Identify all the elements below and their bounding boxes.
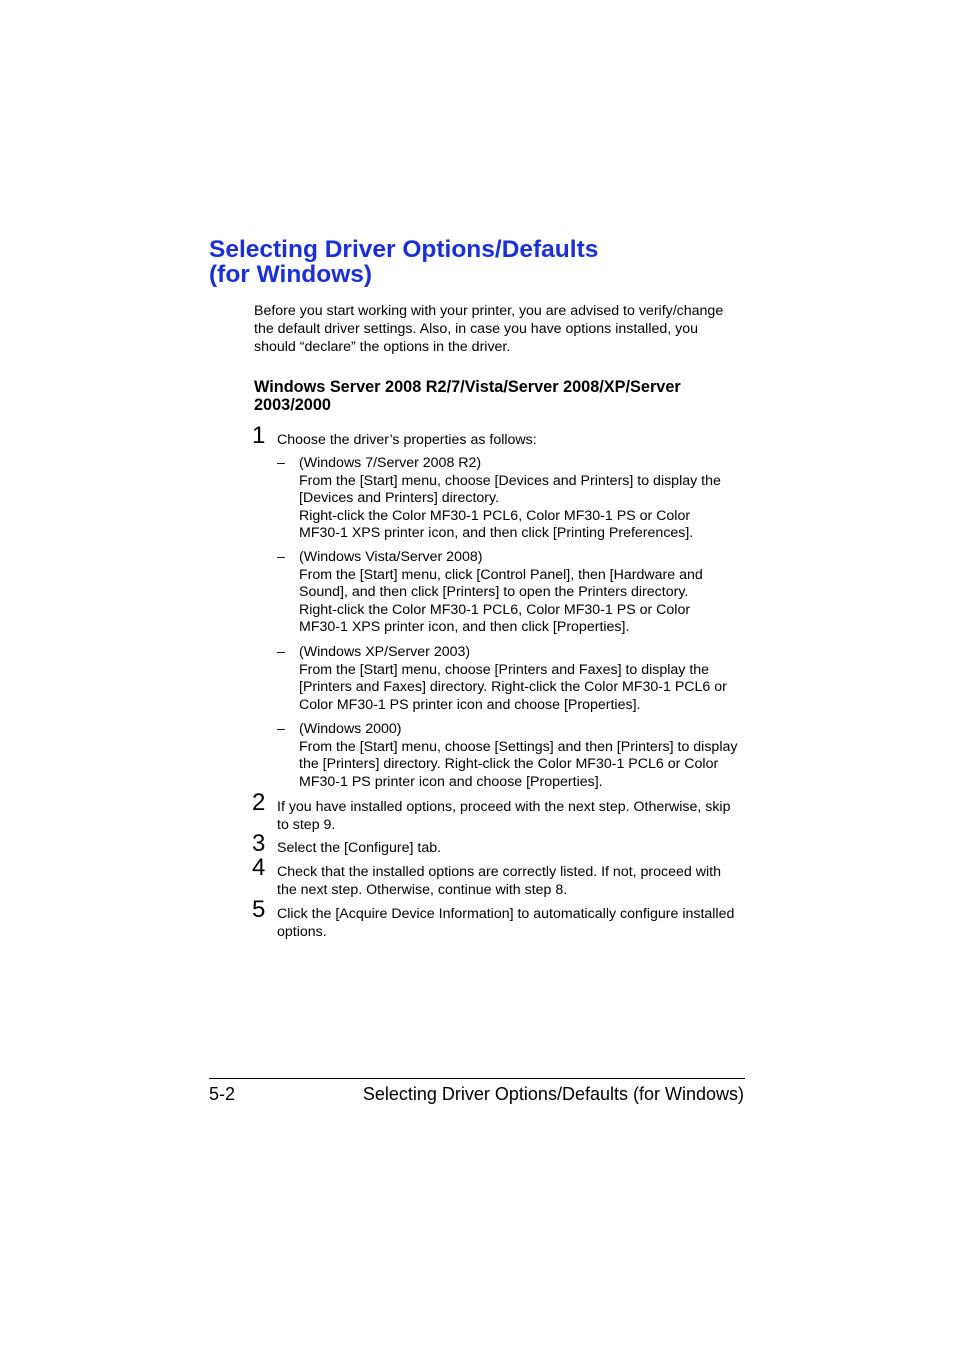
substep-line: Right-click the Color MF30-1 PCL6, Color MF30-1 PS or Color xyxy=(299,601,691,618)
step-text xyxy=(277,431,537,449)
dash-bullet: – xyxy=(277,721,285,737)
step-text-line: to step 9. xyxy=(277,817,336,833)
intro-line-1: Before you start working with your printer, you are advised to verify/change xyxy=(254,303,724,319)
substep-line: Color MF30-1 PS printer icon and choose [Properties]. xyxy=(299,696,641,713)
step-text-line: If you have installed options, proceed with the next step. Otherwise, skip xyxy=(277,799,731,815)
substep-line: (Windows 7/Server 2008 R2) xyxy=(299,455,482,471)
substep-line: (Windows XP/Server 2003) xyxy=(299,644,471,660)
page-title xyxy=(209,237,598,287)
substep-line: From the [Start] menu, choose [Settings] and then [Printers] to display xyxy=(299,738,738,755)
intro-line-3: should “declare” the options in the driver. xyxy=(254,339,511,355)
substep-line: Sound], and then click [Printers] to open the Printers directory. xyxy=(299,584,689,601)
substep-line: MF30-1 PS printer icon and choose [Properties]. xyxy=(299,773,603,790)
step-text xyxy=(277,798,730,834)
page-title-line-2: (for Windows) xyxy=(209,261,373,288)
substep-line: [Devices and Printers] directory. xyxy=(299,490,500,507)
substep-line: MF30-1 XPS printer icon, and then click [Properties]. xyxy=(299,619,630,636)
substep-line: the [Printers] directory. Right-click the Color MF30-1 PCL6 or Color xyxy=(299,756,719,773)
step-text-line: Select the [Configure] tab. xyxy=(277,840,442,856)
substep-line: From the [Start] menu, choose [Printers and Faxes] to display the xyxy=(299,661,710,678)
step-number: 3 xyxy=(252,830,266,857)
substep-body xyxy=(299,549,703,637)
intro-line-2: the default driver settings. Also, in case you have options installed, you xyxy=(254,321,699,337)
dash-bullet: – xyxy=(277,549,285,565)
step-text-line: the next step. Otherwise, continue with step 8. xyxy=(277,882,568,898)
step-text-line: Check that the installed options are correctly listed. If not, proceed with xyxy=(277,864,721,880)
step-text xyxy=(277,863,721,899)
subheading-line-1: Windows Server 2008 R2/7/Vista/Server 2008/XP/Server xyxy=(254,378,681,396)
dash-bullet: – xyxy=(277,644,285,660)
substep-line: [Printers and Faxes] directory. Right-click the Color MF30-1 PCL6 or xyxy=(299,679,727,696)
substep-line: From the [Start] menu, click [Control Panel], then [Hardware and xyxy=(299,566,703,583)
footer-page-number: 5-2 xyxy=(209,1084,236,1104)
step-number: 1 xyxy=(252,422,266,449)
step-text xyxy=(277,905,734,941)
step-text-line: options. xyxy=(277,924,327,940)
step-number: 2 xyxy=(252,789,266,816)
step-text-line: Click the [Acquire Device Information] to automatically configure installed xyxy=(277,906,735,922)
substep-body xyxy=(299,455,721,543)
intro-paragraph xyxy=(254,302,754,356)
footer-section-title: Selecting Driver Options/Defaults (for Windows) xyxy=(362,1084,744,1104)
substep-body xyxy=(299,644,727,714)
section-subheading xyxy=(254,379,681,414)
substep-line: MF30-1 XPS printer icon, and then click [Printing Preferences]. xyxy=(299,525,694,542)
step-text-line: Choose the driver’s properties as follows: xyxy=(277,432,537,448)
step-text xyxy=(277,839,441,857)
substep-line: From the [Start] menu, choose [Devices and Printers] to display the xyxy=(299,472,721,489)
step-number: 4 xyxy=(252,854,266,881)
substep-line: (Windows 2000) xyxy=(299,721,402,737)
dash-bullet: – xyxy=(277,455,285,471)
substep-line: (Windows Vista/Server 2008) xyxy=(299,549,483,565)
substep-line: Right-click the Color MF30-1 PCL6, Color MF30-1 PS or Color xyxy=(299,507,691,524)
step-number: 5 xyxy=(252,896,266,923)
footer-divider xyxy=(209,1078,745,1079)
page-title-line-1: Selecting Driver Options/Defaults xyxy=(209,236,599,263)
substep-body xyxy=(299,721,737,791)
subheading-line-2: 2003/2000 xyxy=(254,395,331,414)
